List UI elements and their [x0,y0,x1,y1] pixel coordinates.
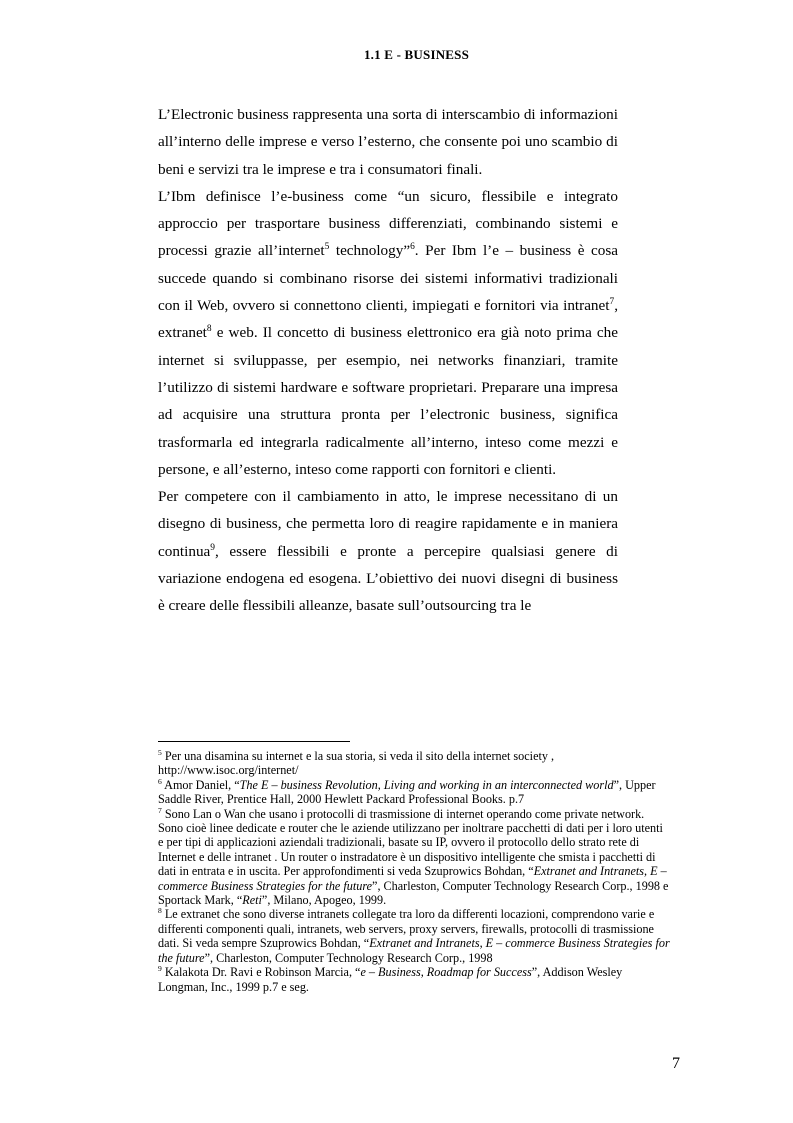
footnote-6-text-a: Amor Daniel, “ [161,777,240,792]
footnote-8-text-b: ”, Charleston, Computer Technology Research Corp., 1998 [204,950,493,965]
footnote-9-title: e – Business, Roadmap for Success [360,965,532,980]
paragraph-1: L’Electronic business rappresenta una sorta di interscambio di informazioni all’interno delle imprese e verso l’esterno, che consente poi uno scambio di beni e servizi tra le imprese e tra i consumatori finali. [158,106,618,178]
footnote-ref-8[interactable]: 8 [206,324,212,335]
paragraph-2-text-a: L’Ibm definisce l’e-business come “un sicuro, flessibile e integrato approccio per trasportare business differenziati, combinando sistemi e processi grazie all’internet [158,187,618,260]
footnote-6-title: The E – business Revolution, Living and working in an interconnected world [239,777,614,792]
footnote-8-text-a: Le extranet che sono diverse intranets collegate tra loro da differenti locazioni, comprendono varie e differenti componenti quali, intranets, web servers, proxy servers, firewalls, protocolli di trasmissione dati. Si veda sempre Szuprowics Bohdan, “ [158,907,655,951]
body-text [158,101,618,620]
footnote-ref-9[interactable]: 9 [210,542,215,553]
footnote-5-text: Per una disamina su internet e la sua storia, si veda il sito della internet society , http://www.isoc.org/internet/ [158,749,555,778]
page-number: 7 [672,1055,680,1072]
footnote-7-title-1: Extranet and Intranets, E – commerce Business Strategies for the future [158,864,667,893]
footnotes [158,749,670,994]
footnote-ref-5[interactable]: 5 [324,242,330,253]
paragraph-2-text-e: e web. Il concetto di business elettronico era già noto prima che internet si sviluppasse, per esempio, nei networks finanziari, tramite l’utilizzo di sistemi hardware e software proprietari. Preparare una impresa ad acquisire una struttura pronta per l’electronic business, significa trasformarla ed integrarla radicalmente all’interno, inteso come mezzi e persone, e all’esterno, inteso come rapporti con fornitori e clienti. [158,324,618,478]
footnote-8-title: Extranet and Intranets, E – commerce Business Strategies for the future [158,936,670,965]
paragraph-2-text-c: . Per Ibm l’e – business è cosa succede quando si combinano risorse dei sistemi informativi tradizionali con il Web, ovvero si connettono clienti, impiegati e fornitori via intranet [158,242,618,315]
footnote-separator [158,741,350,742]
footnote-7-text-c: ”, Milano, Apogeo, 1999. [261,893,387,908]
footnote-7-text-a: Sono Lan o Wan che usano i protocolli di trasmissione di internet operando come private network. Sono cioè linee dedicate e router che le aziende utilizzano per inoltrare pacchetti di dati per i loro utenti e per tipi di applicazioni aziendali tradizionali, basate su IP, ovvero il protocollo dello strato rete di Internet e delle intranet . Un router o instradatore è un dispositivo intelligente che smista i pacchetti di dati in entrata e in uscita. Per approfondimenti si veda Szuprowics Bohdan, “ [158,806,663,879]
paragraph-2-text-d: , extranet [158,297,618,342]
paragraph-3-text-b: , essere flessibili e pronte a percepire qualsiasi genere di variazione endogena ed esogena. L’obiettivo dei nuovi disegni di business è creare delle flessibili alleanze, basate sull’outsourcing tra le [158,542,618,615]
paragraph-3 [158,483,618,619]
footnote-5-number: 5 [158,747,162,757]
footnote-ref-6[interactable]: 6 [410,242,415,253]
paragraph-2-text-b: technology” [329,242,411,260]
footnote-6-text-b: ”, Upper Saddle River, Prentice Hall, 2000 Hewlett Packard Professional Books. p.7 [158,777,656,807]
footnote-8 [158,907,670,965]
footnote-6 [158,778,670,807]
footnote-7 [158,807,670,908]
paragraph-2 [158,183,618,483]
footnote-7-number: 7 [158,805,162,815]
footnote-7-text-b: ”, Charleston, Computer Technology Research Corp., 1998 e Sportack Mark, “ [158,878,669,908]
footnote-ref-7[interactable]: 7 [609,297,615,308]
footnote-9 [158,965,670,994]
footnote-9-text-b: ”, Addison Wesley Longman, Inc., 1999 p.7 e seg. [158,965,623,994]
footnote-9-number: 9 [158,964,162,974]
footnote-9-text-a: Kalakota Dr. Ravi e Robinson Marcia, “ [161,965,361,980]
section-heading: 1.1 E - BUSINESS [363,47,470,62]
paragraph-3-text-a: Per competere con il cambiamento in atto, le imprese necessitano di un disegno di business, che permetta loro di reagire rapidamente e in maniera continua [158,488,618,560]
footnote-7-title-2: Reti [242,893,262,908]
footnote-5 [158,749,670,778]
footnote-8-number: 8 [158,906,162,916]
footnote-6-number: 6 [158,776,162,786]
